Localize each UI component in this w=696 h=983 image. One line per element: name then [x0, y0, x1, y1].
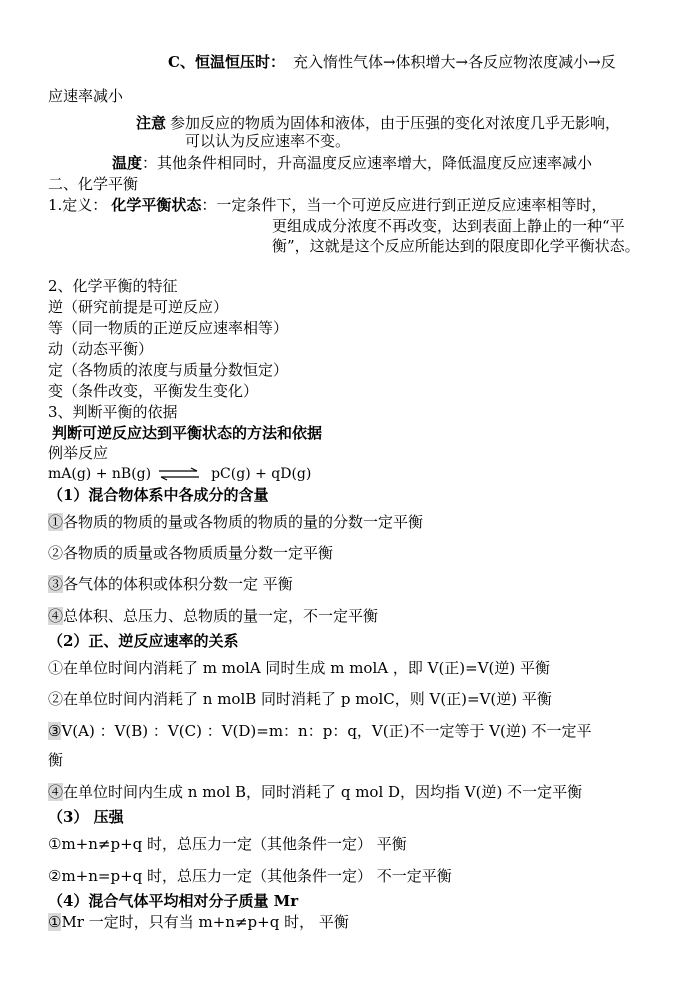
item-text: V(A) ：V(B) ：V(C) ：V(D)=m：n：p：q，V(正)不一定等于 V(逆) 不一定平 [61, 722, 592, 740]
item-number: ① [48, 513, 64, 531]
list-item [48, 689, 552, 709]
item-number: ① [48, 913, 62, 931]
list-item [48, 606, 378, 626]
list-item [48, 658, 550, 678]
example-equation [48, 464, 311, 484]
list-item [48, 912, 349, 932]
section-c-line [168, 52, 616, 72]
item-number: ① [48, 835, 62, 853]
note-continuation: 可以认为反应速率不变。 [185, 132, 351, 150]
definition-prefix: 1.定义： [48, 196, 108, 214]
definition-line [48, 195, 606, 215]
definition-term: 化学平衡状态 [111, 196, 202, 214]
example-label: 例举反应 [48, 444, 109, 462]
group-1-title: （1）混合物体系中各成分的含量 [48, 486, 269, 504]
item-text: Mr 一定时，只有当 m+n≠p+q 时， 平衡 [61, 913, 349, 931]
feature-item: 等（同一物质的正逆反应速率相等） [48, 319, 289, 337]
equation-right: pC(g) + qD(g) [211, 466, 312, 482]
item-text: 在单位时间内消耗了 m molA 同时生成 m molA ，即 V(正)=V(逆) 平衡 [63, 659, 551, 677]
list-item [48, 834, 407, 854]
section-c-label: C、恒温恒压时： [168, 53, 285, 71]
feature-item: 定（各物质的浓度与质量分数恒定） [48, 361, 289, 379]
group-2-title: （2）正、逆反应速率的关系 [48, 632, 239, 650]
list-item [48, 543, 333, 563]
item-number: ① [48, 659, 64, 677]
item-text: 在单位时间内生成 n mol B，同时消耗了 q mol D，因均指 V(逆) 不一定平衡 [63, 783, 583, 801]
item-text: 各物质的物质的量或各物质的物质的量的分数一定平衡 [63, 513, 424, 531]
list-item [48, 866, 452, 886]
item-text: 各气体的体积或体积分数一定 平衡 [63, 575, 293, 593]
group-3-title: （3） 压强 [48, 808, 124, 826]
group-4-title: （4）混合气体平均相对分子质量 Mr [48, 892, 299, 910]
definition-continuation-2: 衡”，这就是这个反应所能达到的限度即化学平衡状态。 [272, 237, 640, 255]
list-item [48, 512, 423, 532]
note-label: 注意 [136, 114, 167, 132]
item-number: ④ [48, 783, 64, 801]
note-line [136, 113, 620, 133]
list-item-continuation: 衡 [48, 751, 64, 769]
definition-text: ：一定条件下，当一个可逆反应进行到正逆反应速率相等时， [201, 196, 607, 214]
feature-item: 动（动态平衡） [48, 340, 154, 358]
section-c-continuation: 应速率减小 [48, 87, 124, 105]
item-text: m+n≠p+q 时，总压力一定（其他条件一定） 平衡 [61, 835, 407, 853]
item-number: ③ [48, 722, 62, 740]
feature-item: 变（条件改变，平衡发生变化） [48, 382, 259, 400]
item-text: 总体积、总压力、总物质的量一定，不一定平衡 [63, 607, 379, 625]
item-text: 各物质的质量或各物质质量分数一定平衡 [63, 544, 334, 562]
list-item [48, 782, 582, 802]
item-number: ② [48, 544, 64, 562]
item-number: ② [48, 690, 64, 708]
note-text: 参加反应的物质为固体和液体，由于压强的变化对浓度几乎无影响， [170, 114, 621, 132]
list-item [48, 721, 592, 741]
reversible-arrow-icon [157, 467, 201, 481]
feature-item: 逆（研究前提是可逆反应） [48, 298, 229, 316]
item-number: ④ [48, 607, 64, 625]
section-c-text: 充入惰性气体→体积增大→各反应物浓度减小→反 [292, 53, 616, 71]
item-text: m+n=p+q 时，总压力一定（其他条件一定） 不一定平衡 [61, 867, 452, 885]
basis-title: 3、判断平衡的依据 [48, 403, 178, 421]
equation-left: mA(g) + nB(g) [48, 466, 152, 482]
temperature-line [112, 153, 592, 173]
method-title: 判断可逆反应达到平衡状态的方法和依据 [52, 424, 323, 442]
list-item [48, 574, 293, 594]
definition-continuation-1: 更组成成分浓度不再改变，达到表面上静止的一种“平 [272, 217, 625, 235]
section-2-title: 二、化学平衡 [48, 175, 139, 193]
temperature-text: ：其他条件相同时，升高温度反应速率增大，降低温度反应速率减小 [142, 154, 593, 172]
temperature-label: 温度 [112, 154, 143, 172]
item-number: ③ [48, 575, 64, 593]
item-text: 在单位时间内消耗了 n molB 同时消耗了 p molC，则 V(正)=V(逆) 平衡 [63, 690, 552, 708]
features-title: 2、化学平衡的特征 [48, 277, 178, 295]
item-number: ② [48, 867, 62, 885]
